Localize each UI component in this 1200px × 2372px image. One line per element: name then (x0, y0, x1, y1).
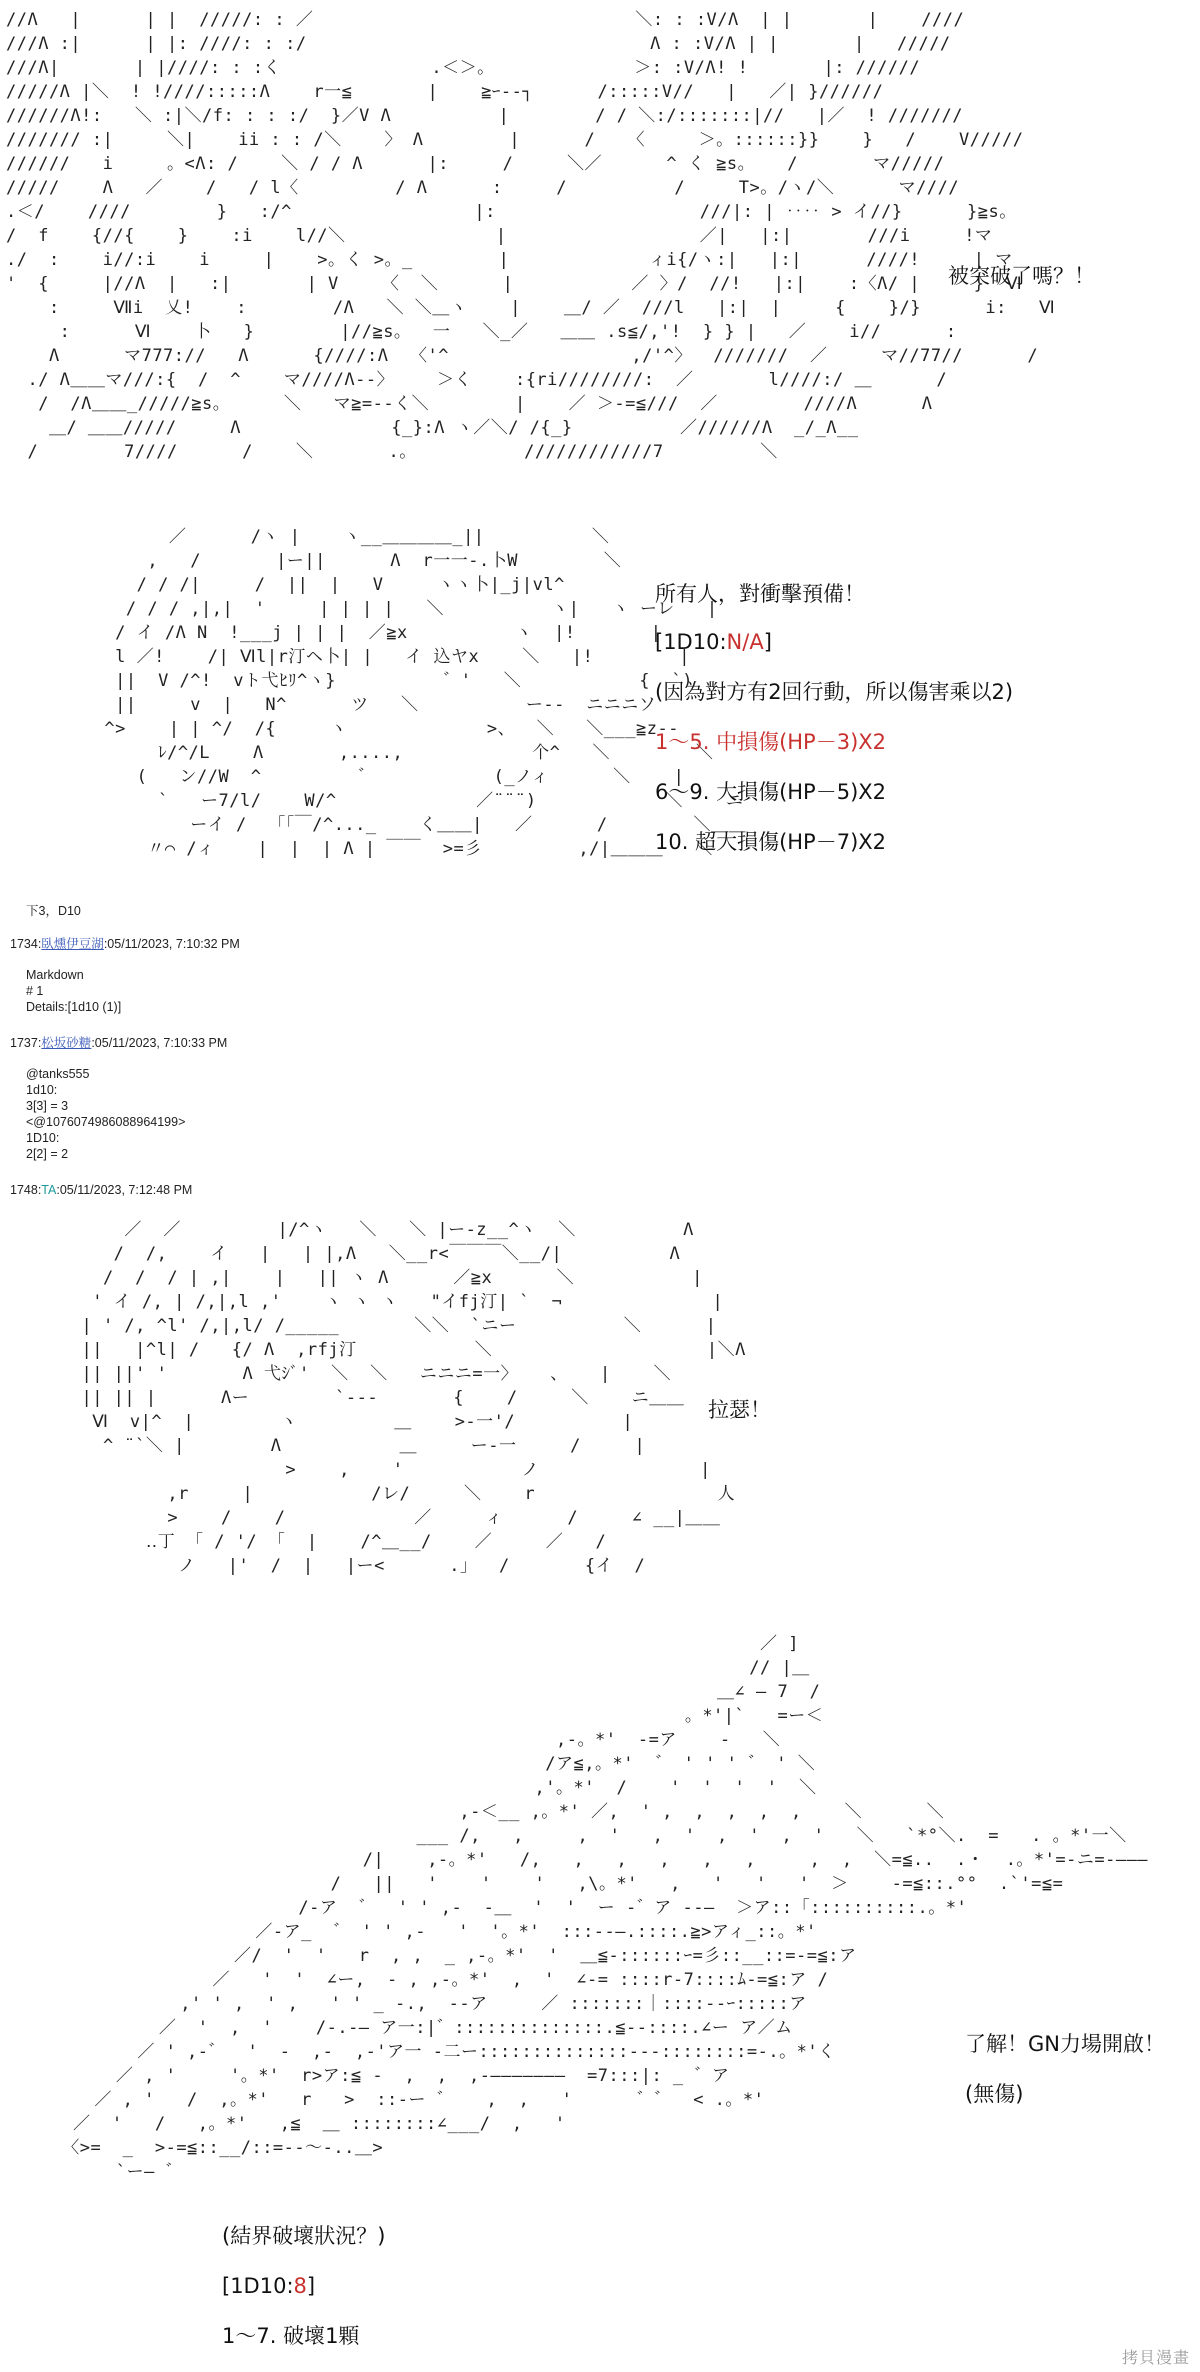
roll-prefix: [1D10: (222, 2274, 294, 2298)
post-line: 2[2] = 2 (26, 1147, 69, 1161)
post-header: 1748:TA:05/11/2023, 7:12:48 PM (10, 1183, 193, 1197)
post-body (26, 1066, 185, 1162)
roll-value: N/A (726, 630, 764, 654)
post-datetime: :05/11/2023, 7:10:33 PM (91, 1036, 228, 1050)
post-header: 1734:臥燻伊豆湖:05/11/2023, 7:10:32 PM (10, 937, 240, 951)
ascii-art-panel-2: ／ /ヽ | ヽ__＿＿＿＿_|| ＼ , / |ー|| Λ r一一-.卜W ＼ / / /| / || | V ヽヽ卜|_j|vl^ / / / ,|,| ' | | | | ＼ ヽ| ヽ ーレ | / イ /Λ N !___j | | | ／≧x ヽ |! | l ／! /| Ⅵl|r汀ヘ卜| | イ 込ヤx ＼ |! | || V /^! vト弋ﾋﾘ^ヽ} ゛' ＼ { `) || v | N^ ツ ＼ ー-- ニニニソ ^> | | ^/ /{ ヽ >、 ＼ ＼___≧z-- ﾚ/^/L Λ ,...., 个^ ＼ ＼ ( ン//W ^ ゛ (_ノィ ＼ | ` ー7/l/ W/^ ／¨¨¨) ＼ ニ ーイ / 「「￣/^..._ く＿＿| ／ / ＼＿＿ 〃⌒ /ィ | | | Λ | ￣￣ >=彡 ,/|＿＿＿ ＼ (104, 527, 747, 859)
dialogue-text: 了解！GN力場開啟！ (965, 2032, 1165, 2056)
roll-suffix: ] (306, 2274, 316, 2298)
below-label: 下3，D10 (26, 904, 81, 918)
post-datetime: :05/11/2023, 7:12:48 PM (56, 1183, 193, 1197)
dialogue-text: 拉瑟！ (708, 1398, 771, 1422)
roll-value: 8 (293, 2274, 307, 2298)
post-line: 1D10: (26, 1131, 60, 1145)
post-line: @tanks555 (26, 1067, 90, 1081)
ascii-art-panel-1: //Λ | | | /////: : ／ ＼: : :V/Λ | | | //// ///Λ :| | |: ////: : :/ Λ : :V/Λ | | | ///// ///Λ| | |////: : :く .＜＞。 ＞: :V/Λ! ! |: ////// /////Λ |＼ ! !////:::::Λ r一≦ | ≧ｰ--┐ /:::::V// | ／| }////// //////Λ!: ＼ :|＼/f: : : :/ }／V Λ | / / ＼:/:::::::|// |／ ! /////// /////// :| ＼| ii : : /＼ 〉 Λ | / 〈 ＞。::::::}} } / V///// ////// i 。<Λ: / ＼ / / Λ |: / ＼／ ^ く ≧s。 / マ///// ///// Λ ／ / / l〈 / Λ : / / T>。/ヽ/＼ マ//// .＜/ //// } :/^ |: ///|: | ‥‥ > イ//} }≧s。 / f {//{ } :i l//＼ | ／| |:| ///i !マ ./ : i//:i i | >。く >。_ | ィi{/ヽ:| |:| ////! | マ ' { |//Λ | :| | V 〈 ＼ | ／ 〉/ //! |:| :〈Λ/ | } Ⅵ : Ⅶi 乂! : /Λ ＼ ＼＿ヽ | ＿/ ／ ///l |:| | { }/} i: Ⅵ : Ⅵ 卜 } |//≧s。 一 ＼_／ ＿＿ .s≦/,'! } } | ／ i// : Λ マ777:// Λ {////:Λ 〈'^ ,/'^〉 /////// ／ マ//77// / ./ Λ＿＿マ///:{ / ^ マ////Λ--〉 ＞く :{ri////////: ／ l////:/ ＿ / / /Λ＿＿_/////≧s。 ＼ マ≧=--く＼ | ／ ＞-=≦/// ／ ////Λ Λ ＿/ ＿＿///// Λ {_}:Λ ヽ／＼/ /{_} ／//////Λ _/_Λ__ / 7//// / ＼ .。 ////////////7 ＼ (6, 10, 1056, 462)
option-3: 10. 超大損傷(HP－7)X2 (655, 830, 887, 854)
post-line: Markdown (26, 968, 84, 982)
post-number: 1748 (10, 1183, 38, 1197)
post-datetime: :05/11/2023, 7:10:32 PM (103, 937, 240, 951)
dice-roll (222, 2272, 315, 2300)
option-2: 6～9. 大損傷(HP－5)X2 (655, 780, 887, 804)
dice-note: (因為對方有2回行動，所以傷害乘以2) (655, 680, 1014, 704)
ascii-art-panel-3: ／ ／ |/^ヽ ＼ ＼ |ー-z__^ヽ ＼ Λ / /, イ | | |,Λ ＼__r<￣￣￣＼__/| Λ / / / | ,| | || ヽ Λ ／≧x ＼ | ' イ /, | /,|,l ,' ヽ ヽ ヽ "イfj汀| ` ¬ | | ' /, ^l' /,|,l/ /_____ ＼＼ `ニー ＼ | || |^l| / {/ Λ ,rfj汀 ＼ |＼Λ || ||' ' Λ 弋ｼﾞ' ＼ ＼ ニニニ=一〉 、 | ＼ || || | Λー `--- { / ＼ ニ＿＿ Ⅵ v|^ | ヽ ＿ >-一'/ | ^ ¨`＼ | Λ ＿ ー-一 / | > , ' ノ | ,r | /レ/ ＼ r 人 > / / ／ ィ / ∠ __|＿＿ ‥丁 「 / '/ 「 | /^＿__/ ／ ／ / ノ |' / | |ー< .」 / {イ / (81, 1220, 746, 1576)
post-line: 3[3] = 3 (26, 1099, 69, 1113)
post-number: 1734 (10, 937, 38, 951)
post-author: TA (41, 1183, 57, 1197)
post-author-link[interactable]: 松坂砂糖 (41, 1036, 92, 1050)
post-line: # 1 (26, 984, 44, 998)
dialogue-text: 被突破了嗎？！ (948, 264, 1095, 288)
post-author-link[interactable]: 臥燻伊豆湖 (41, 937, 104, 951)
roll-suffix: ] (763, 630, 772, 654)
dice-roll (655, 628, 772, 656)
watermark-text: 拷貝漫畫 (1121, 2348, 1190, 2367)
option-1: 1～7. 破壞1顆 (222, 2324, 360, 2348)
dialogue-line: (結界破壞狀況？) (222, 2224, 386, 2248)
post-line: Details:[1d10 (1)] (26, 1000, 122, 1014)
post-number: 1737 (10, 1036, 38, 1050)
ascii-art-panel-4: ／ ] // |＿ ＿∠ ― 7 / 。*'|` =ー＜ ,-。*' -=ア - ＼ /ア≦,。*' ゛ ' ' ' ゛ ' ＼ ,'。*' / ' ' ' ' ＼ ,-＜__ ,。*' ／, ' , , , , , ＼ ＼ ___ /, , , ' , ' , ' , ' ＼ `*°＼. = . 。*'一＼ /| ,-。*' /, , , , , , , , ＼=≦.. .・ .。*'=-ニ=-――― / || ' ' ' ,\。*' , ' ' ' ＞ -=≦::.°° .`'=≦= /-ア ゛ ' ' ,- -＿ ' ' ー -゛ア --― ＞ア::「::::::::::.。*' ／-ア_ ゛ ' ' ,- ' '。*' :::--―.::::.≧>アィ_::。*' ／/ ' ' r , , _ ,-。*' ' ＿≦-::::::ｰ=彡::__::=-=≦:ア ／ ' ' ∠ー, - , ,-。*' , ' ∠-= ::::r-7::::ﾑ-=≦:ア / ,' ' , ' , ' ' _ -., --ア ／ :::::::｜::::--ｰ:::::ア ／ ' , ' /-.-― ア一:|゛::::::::::::::.≦--::::.∠ー ア／ム ／ ' ,-゛ ' - ,- ,-'ア一 -二ー::::::::::::::---::::::::=-.。*'く ／ , ' '。*' r>ア:≦ - , , ,-――――――― =7:::|: _ ゛ア ／ , ' / ,。*' r > ::-ー ゛ , , ' ゛゛ < .。*' ／ ' / ,。*' ,≦ ＿ ::::::::∠___/ , ' 〈>= _ >-=≦::__/::=--〜-..＿> `ー― ゛ (62, 1634, 1149, 2182)
post-line: <@1076074986088964199> (26, 1115, 186, 1129)
dialogue-sub: (無傷) (965, 2082, 1024, 2106)
post-header: 1737:松坂砂糖:05/11/2023, 7:10:33 PM (10, 1036, 228, 1050)
post-body (26, 967, 121, 1015)
dialogue-line: 所有人，對衝擊預備！ (655, 582, 865, 606)
option-1: 1～5. 中損傷(HP－3)X2 (655, 730, 887, 754)
roll-prefix: [1D10: (655, 630, 727, 654)
post-line: 1d10: (26, 1083, 58, 1097)
